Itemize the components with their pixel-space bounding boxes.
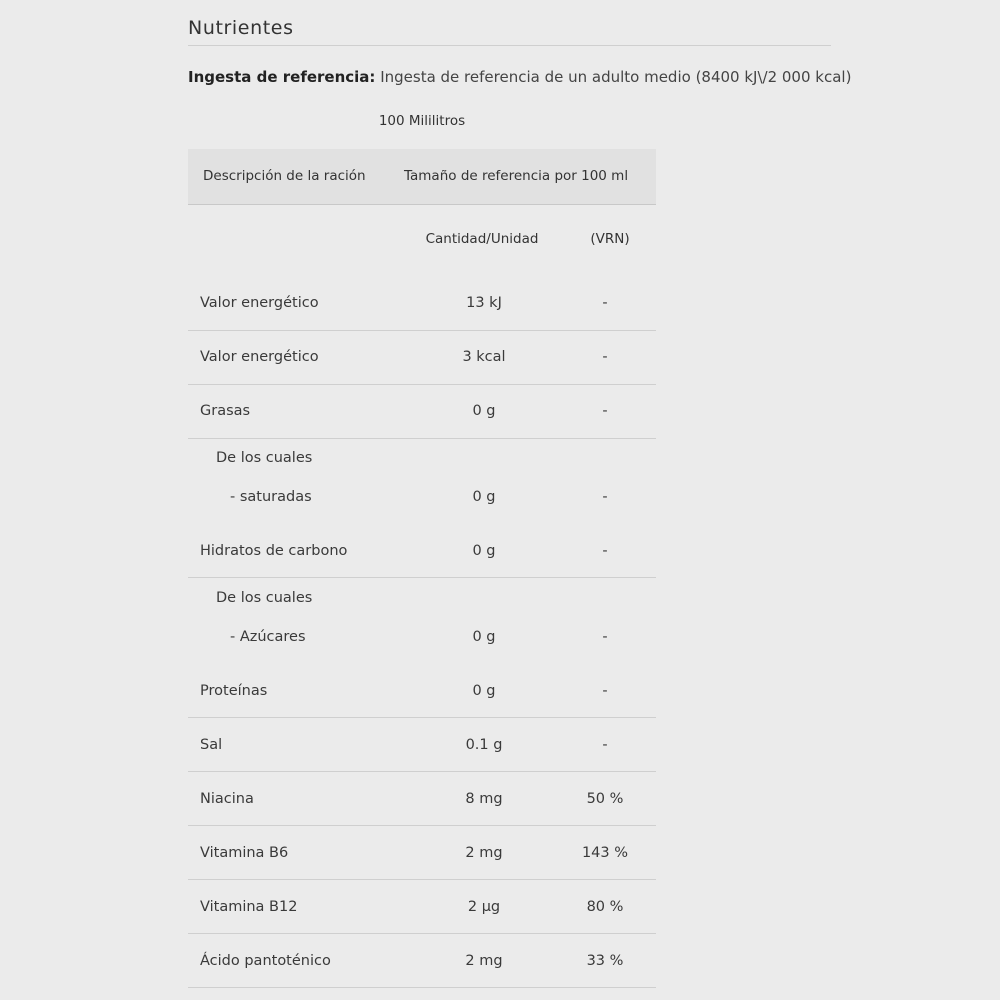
row-nutrient-name: Sal bbox=[200, 737, 223, 753]
reference-intake-text: Ingesta de referencia de un adulto medio (8400 kJ\/2 000 kcal) bbox=[380, 68, 852, 86]
row-vrn: - bbox=[602, 543, 608, 559]
row-vrn: - bbox=[602, 295, 608, 311]
row-nutrient-name: Grasas bbox=[200, 403, 251, 419]
row-divider bbox=[188, 384, 656, 385]
row-nutrient-name: Proteínas bbox=[200, 683, 268, 699]
row-amount: 0 g bbox=[472, 629, 496, 645]
row-vrn: - bbox=[602, 489, 608, 505]
row-divider bbox=[188, 330, 656, 331]
row-divider bbox=[188, 987, 656, 988]
row-nutrient-name: De los cuales bbox=[216, 450, 313, 466]
row-vrn: 143 % bbox=[581, 845, 629, 861]
row-amount: 0.1 g bbox=[465, 737, 503, 753]
row-amount: 0 g bbox=[472, 403, 496, 419]
row-amount: 2 µg bbox=[467, 899, 501, 915]
row-divider bbox=[188, 879, 656, 880]
row-nutrient-name: - saturadas bbox=[230, 489, 312, 505]
header-description: Descripción de la ración bbox=[203, 168, 366, 184]
section-title: Nutrientes bbox=[188, 17, 294, 39]
row-amount: 2 mg bbox=[465, 953, 503, 969]
row-nutrient-name: Valor energético bbox=[200, 349, 319, 365]
row-nutrient-name: Valor energético bbox=[200, 295, 319, 311]
row-amount: 0 g bbox=[472, 543, 496, 559]
row-nutrient-name: Vitamina B12 bbox=[200, 899, 298, 915]
row-nutrient-name: Ácido pantoténico bbox=[200, 953, 331, 969]
row-divider bbox=[188, 577, 656, 578]
row-divider bbox=[188, 825, 656, 826]
subheader-vrn: (VRN) bbox=[590, 231, 630, 247]
row-nutrient-name: - Azúcares bbox=[230, 629, 306, 645]
table-header bbox=[188, 149, 656, 205]
row-amount: 0 g bbox=[472, 683, 496, 699]
row-divider bbox=[188, 717, 656, 718]
row-vrn: 80 % bbox=[586, 899, 624, 915]
row-nutrient-name: Hidratos de carbono bbox=[200, 543, 348, 559]
title-divider bbox=[188, 45, 831, 46]
row-vrn: 50 % bbox=[586, 791, 624, 807]
row-nutrient-name: Vitamina B6 bbox=[200, 845, 289, 861]
row-vrn: - bbox=[602, 403, 608, 419]
row-amount: 0 g bbox=[472, 489, 496, 505]
subheader-amount-unit: Cantidad/Unidad bbox=[425, 231, 539, 247]
units-label: 100 Mililitros bbox=[378, 113, 466, 129]
row-divider bbox=[188, 933, 656, 934]
row-divider bbox=[188, 438, 656, 439]
row-amount: 3 kcal bbox=[462, 349, 506, 365]
row-amount: 13 kJ bbox=[466, 295, 502, 311]
row-vrn: - bbox=[602, 349, 608, 365]
row-divider bbox=[188, 771, 656, 772]
row-nutrient-name: De los cuales bbox=[216, 590, 313, 606]
row-nutrient-name: Niacina bbox=[200, 791, 254, 807]
row-amount: 8 mg bbox=[465, 791, 503, 807]
row-vrn: - bbox=[602, 737, 608, 753]
row-vrn: - bbox=[602, 683, 608, 699]
row-vrn: - bbox=[602, 629, 608, 645]
header-reference-size: Tamaño de referencia por 100 ml bbox=[404, 168, 629, 184]
row-amount: 2 mg bbox=[465, 845, 503, 861]
row-vrn: 33 % bbox=[586, 953, 624, 969]
reference-intake bbox=[188, 68, 851, 86]
reference-intake-label: Ingesta de referencia: bbox=[188, 68, 376, 86]
